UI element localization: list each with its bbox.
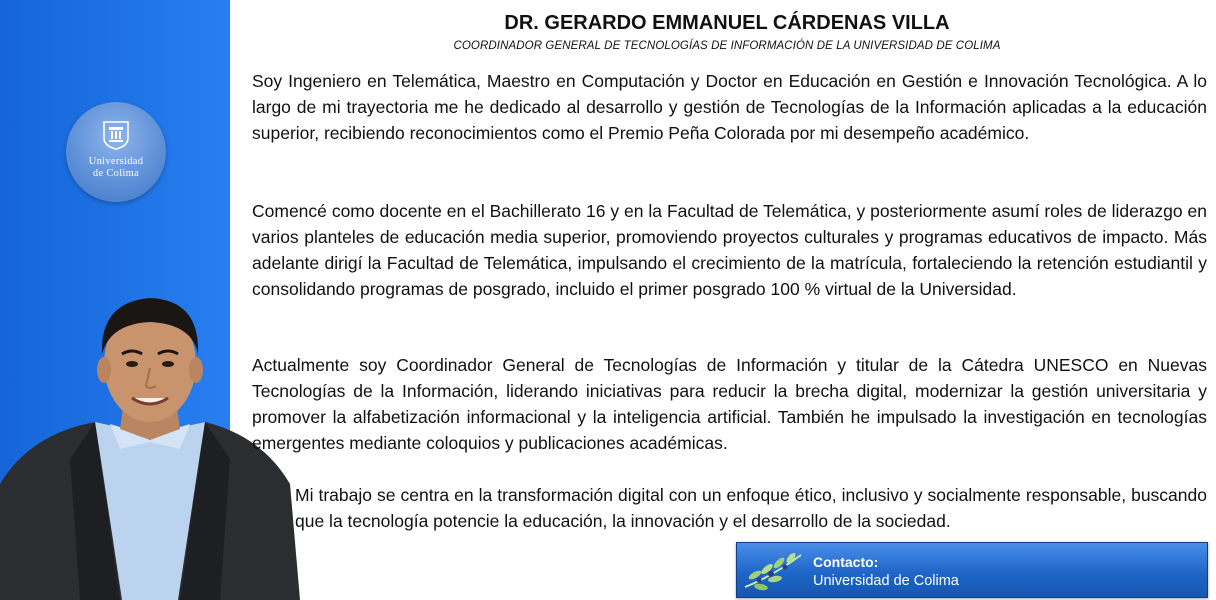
logo-text-line2: de Colima — [92, 168, 140, 179]
contact-value: Universidad de Colima — [813, 573, 959, 589]
page-subtitle: COORDINADOR GENERAL DE TECNOLOGÍAS DE INFORMACIÓN DE LA UNIVERSIDAD DE COLIMA — [453, 40, 1001, 52]
contact-box — [736, 542, 1208, 598]
contact-label: Contacto: — [813, 554, 879, 570]
university-logo — [66, 102, 166, 202]
university-seal-icon — [102, 120, 130, 150]
laurel-branch-icon — [741, 547, 807, 593]
bio-paragraph-1: Soy Ingeniero en Telemática, Maestro en Computación y Doctor en Educación en Gestión e Innovación Tecnológica. A lo largo de mi trayectoria me he dedicado al desarrollo y gestión de Tecnologías de la Información aplicadas a la educación superior, recibiendo reconocimientos como el Premio Peña Colorada por mi desempeño académico. — [252, 71, 1207, 143]
page-title: DR. GERARDO EMMANUEL CÁRDENAS VILLA — [504, 12, 950, 34]
bio-paragraph-4: Mi trabajo se centra en la transformación digital con un enfoque ético, inclusivo y socialmente responsable, buscando que la tecnología potencie la educación, la innovación y el desarrollo de la sociedad. — [295, 485, 1207, 531]
bio-paragraph-2: Comencé como docente en el Bachillerato 16 y en la Facultad de Telemática, y posteriormente asumí roles de liderazgo en varios planteles de educación media superior, promoviendo proyectos culturales y programas educativos de impacto. Más adelante dirigí la Facultad de Telemática, impulsando el crecimiento de la matrícula, fortaleciendo la retención estudiantil y consolidando programas de posgrado, incluido el primer posgrado 100 % virtual de la Universidad. — [252, 201, 1207, 299]
bio-paragraph-3: Actualmente soy Coordinador General de Tecnologías de Información y titular de la Cátedra UNESCO en Nuevas Tecnologías de la Información, liderando iniciativas para reducir la brecha digital, modernizar la gestión universitaria y promover la alfabetización informacional y la inteligencia artificial. También he impulsado la investigación en tecnologías emergentes mediante coloquios y publicaciones académicas. — [252, 355, 1207, 453]
logo-text-line1: Universidad — [88, 156, 144, 167]
